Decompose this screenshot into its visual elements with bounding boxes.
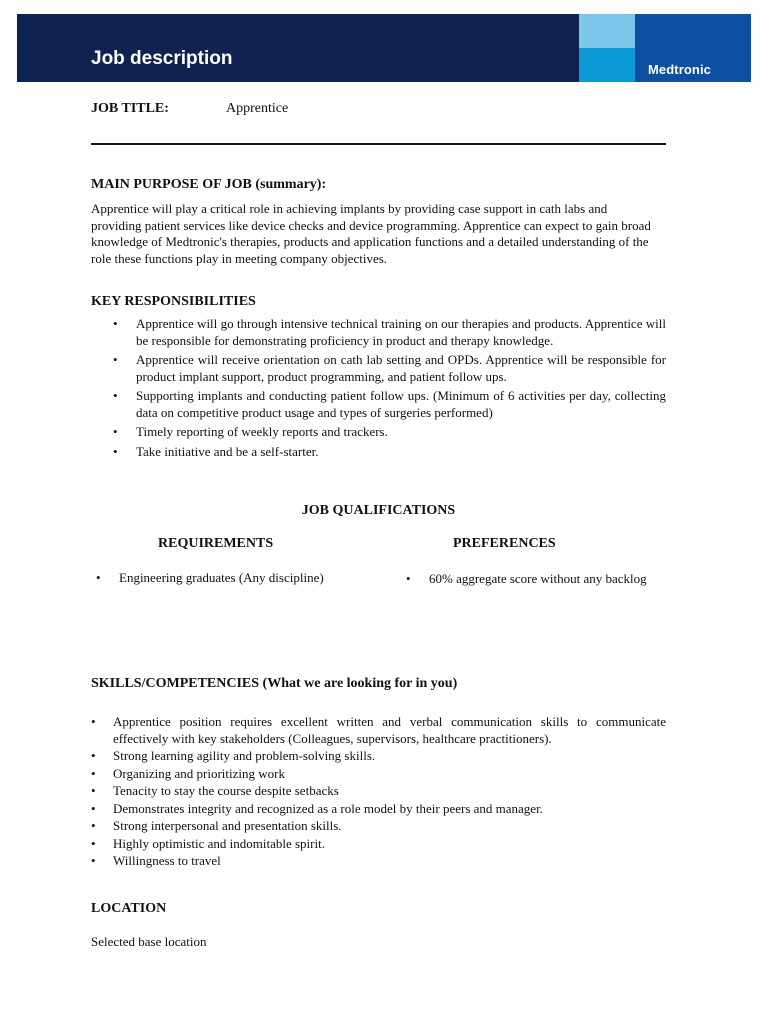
list-item: • Willingness to travel xyxy=(91,853,221,868)
page-title: Job description xyxy=(91,48,233,69)
preference-item: 60% aggregate score without any backlog xyxy=(429,571,647,586)
logo-square-mid xyxy=(579,48,635,82)
list-item: • Supporting implants and conducting patient follow ups. (Minimum of 6 activities per day, collecting data on competitive product usage and types of surgeries performed) xyxy=(113,388,666,420)
bullet-icon: • xyxy=(91,800,96,816)
job-title-value: Apprentice xyxy=(226,101,289,116)
skills-heading: SKILLS/COMPETENCIES (What we are looking for in you) xyxy=(91,676,458,691)
logo-square-light xyxy=(579,14,635,48)
requirements-heading: REQUIREMENTS xyxy=(158,536,274,551)
requirement-item: Engineering graduates (Any discipline) xyxy=(119,570,324,585)
list-item: • Highly optimistic and indomitable spirit. xyxy=(91,835,325,851)
main-purpose-text: Apprentice will play a critical role in achieving implants by providing case support in cath labs and providing patient services like device checks and device programming. Apprentice can expect to gain broad knowledge of Medtronic's therapies, products and application functions and a detailed understanding of the role these functions play in meeting company objectives. xyxy=(91,201,651,266)
list-item: • Strong learning agility and problem-solving skills. xyxy=(91,748,376,763)
main-purpose-heading: MAIN PURPOSE OF JOB (summary): xyxy=(91,177,327,192)
bullet-icon: • xyxy=(113,424,118,439)
list-item: • Timely reporting of weekly reports and trackers. xyxy=(113,424,388,439)
list-item: • Demonstrates integrity and recognized as a role model by their peers and manager. xyxy=(91,800,543,816)
preferences-heading: PREFERENCES xyxy=(453,536,556,551)
skills-list xyxy=(91,714,666,871)
list-item: • Organizing and prioritizing work xyxy=(91,765,285,781)
list-item: • Take initiative and be a self-starter. xyxy=(113,443,319,459)
bullet-icon: • xyxy=(113,388,118,403)
bullet-icon: • xyxy=(91,853,96,868)
bullet-icon: • xyxy=(113,443,118,459)
medtronic-logo xyxy=(579,14,751,82)
list-item: • Apprentice position requires excellent written and verbal communication skills to communicate effectively with key stakeholders (Colleagues, supervisors, healthcare practitioners). xyxy=(91,714,666,746)
bullet-icon: • xyxy=(91,818,96,833)
bullet-icon: • xyxy=(91,783,96,798)
bullet-icon: • xyxy=(91,748,96,763)
divider xyxy=(91,143,666,145)
list-item: • Apprentice will receive orientation on cath lab setting and OPDs. Apprentice will be responsible for product implant support, product programming, and patient follow ups. xyxy=(113,352,666,384)
logo-text: Medtronic xyxy=(648,62,712,77)
responsibilities-list xyxy=(91,316,666,463)
bullet-icon: • xyxy=(406,571,411,586)
location-heading: LOCATION xyxy=(91,901,167,916)
job-title-label: JOB TITLE: xyxy=(91,101,169,116)
bullet-icon: • xyxy=(91,714,96,729)
location-text: Selected base location xyxy=(91,934,207,949)
qualifications-heading: JOB QUALIFICATIONS xyxy=(301,503,456,518)
bullet-icon: • xyxy=(113,316,118,331)
bullet-icon: • xyxy=(96,570,101,585)
bullet-icon: • xyxy=(113,352,118,367)
list-item: • Tenacity to stay the course despite setbacks xyxy=(91,783,339,798)
key-responsibilities-heading: KEY RESPONSIBILITIES xyxy=(91,294,256,309)
bullet-icon: • xyxy=(91,835,96,851)
header-banner xyxy=(17,14,751,82)
list-item: • Apprentice will go through intensive technical training on our therapies and products. Apprentice will be responsible for demonstrating proficiency in product and therapy knowledge. xyxy=(113,316,666,348)
list-item: • Strong interpersonal and presentation skills. xyxy=(91,818,342,833)
bullet-icon: • xyxy=(91,765,96,781)
